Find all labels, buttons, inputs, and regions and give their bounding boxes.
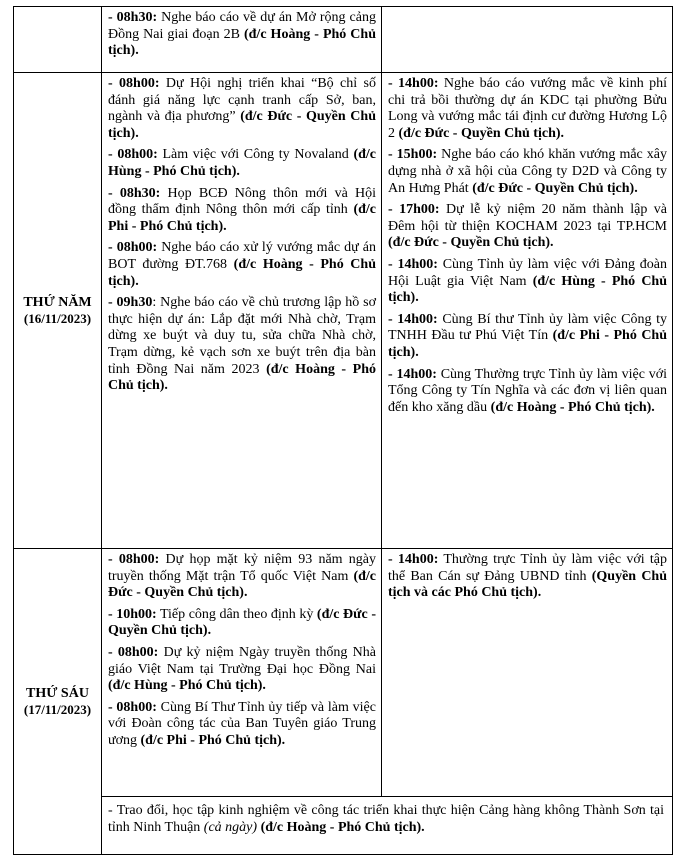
schedule-entry (388, 257, 667, 307)
day-date: (16/11/2023) (23, 311, 92, 326)
entry-text: Nghe báo cáo xử lý vướng mắc dự án BOT đường ĐT.768 (108, 240, 376, 272)
entry-assignee: (đ/c Đức - Quyền Chủ tịch). (108, 109, 376, 141)
entry-time: - 14h00: (388, 552, 439, 567)
entry-time: - 08h00: (108, 240, 158, 256)
day-name: THỨ NĂM (23, 295, 92, 310)
entry-time: - 08h00: (108, 76, 160, 91)
schedule-entry (388, 552, 667, 602)
afternoon-cell (382, 73, 673, 549)
schedule-entry (388, 312, 667, 362)
entry-time: - 14h00: (388, 366, 437, 382)
entry-text: Làm việc với Công ty Novaland (157, 147, 354, 163)
entry-assignee: (đ/c Hoàng - Phó Chủ tịch). (108, 256, 376, 289)
entry-text: Cùng Bí thư Tỉnh ủy làm việc Công ty TNHH Đầu tư Phú Việt Tín (388, 311, 667, 344)
entry-time: - 08h00: (108, 644, 159, 660)
schedule-entry (108, 147, 376, 180)
entry-time: - 08h30: (108, 185, 161, 201)
entry-assignee: (đ/c Hoàng - Phó Chủ tịch). (108, 361, 376, 394)
schedule-entry (108, 240, 376, 290)
day-cell-empty (14, 7, 102, 73)
entry-time: - 17h00: (388, 202, 440, 218)
entry-time: - 08h30: (108, 10, 158, 25)
schedule-entry (108, 803, 664, 836)
entry-assignee: (đ/c Hùng - Phó Chủ tịch). (108, 147, 376, 179)
entry-text: - Trao đổi, học tập kinh nghiệm về công tác triển khai thực hiện Cảng hàng không Thành Sơn tại tỉnh Ninh Thuận (108, 803, 664, 835)
day-cell-friday (14, 549, 102, 855)
entry-time: - 08h00: (108, 552, 160, 567)
entry-assignee: (đ/c Phi - Phó Chủ tịch). (108, 202, 376, 234)
schedule-row-friday (14, 549, 673, 797)
entry-assignee: (đ/c Hùng - Phó Chủ tịch). (108, 678, 266, 694)
entry-text: Nghe báo cáo khó khăn vướng mắc xây dựng nhà ở xã hội của Công ty D2D và Công ty An Hưng Phát (388, 147, 667, 196)
entry-assignee: (đ/c Hoàng - Phó Chủ tịch). (108, 26, 376, 59)
entry-time: - 14h00: (388, 311, 438, 327)
schedule-row-previous (14, 7, 673, 73)
entry-assignee: (đ/c Đức - Quyền Chủ tịch). (398, 125, 565, 141)
morning-cell (102, 73, 382, 549)
entry-text: Dự lễ kỷ niệm 20 năm thành lập và Đêm hội từ thiện KOCHAM 2023 tại TP.HCM (388, 202, 667, 234)
schedule-entry (108, 10, 376, 60)
schedule-entry (388, 147, 667, 197)
schedule-entry (108, 645, 376, 695)
afternoon-cell (382, 549, 673, 797)
entry-assignee: (đ/c Hùng - Phó Chủ tịch). (388, 273, 667, 306)
entry-assignee: (đ/c Phi - Phó Chủ tịch). (140, 732, 286, 748)
schedule-entry (108, 186, 376, 236)
entry-time: - 14h00: (388, 256, 438, 272)
schedule-entry (108, 700, 376, 750)
full-day-cell (102, 797, 673, 855)
entry-text: Dự họp mặt kỷ niệm 93 năm ngày truyền thống Mặt trận Tổ quốc Việt Nam (108, 552, 376, 584)
entry-text: Dự kỷ niệm Ngày truyền thống Nhà giáo Việt Nam tại Trường Đại học Đồng Nai (108, 644, 376, 677)
day-date: (17/11/2023) (23, 702, 92, 717)
schedule-entry (388, 76, 667, 142)
day-cell-thursday (14, 73, 102, 549)
entry-text: Tiếp công dân theo định kỳ (156, 606, 317, 622)
entry-time: - 09h30 (108, 295, 153, 311)
schedule-entry (108, 607, 376, 640)
entry-text: Cùng Tỉnh ủy làm việc với Đảng đoàn Hội Luật gia Việt Nam (388, 256, 667, 289)
entry-text: Họp BCĐ Nông thôn mới và Hội đồng thẩm định Nông thôn mới cấp tỉnh (108, 185, 376, 218)
morning-cell (102, 7, 382, 73)
entry-text: Thường trực Tỉnh ủy làm việc với tập thể Ban Cán sự Đảng UBND tỉnh (388, 552, 667, 584)
schedule-entry (108, 76, 376, 142)
entry-assignee: (đ/c Hoàng - Phó Chủ tịch). (260, 819, 425, 835)
entry-assignee: (đ/c Hoàng - Phó Chủ tịch). (490, 399, 655, 415)
entry-time: - 08h00: (108, 699, 157, 715)
entry-assignee: (đ/c Đức - Quyền Chủ tịch). (108, 568, 376, 601)
entry-assignee: (đ/c Đức - Quyền Chủ tịch). (108, 606, 376, 639)
entry-time: - 14h00: (388, 76, 439, 91)
entry-text: Dự Hội nghị triển khai “Bộ chỉ số đánh giá năng lực cạnh tranh cấp Sở, ban, ngành và địa phương” (108, 76, 376, 125)
schedule-entry (108, 552, 376, 602)
day-name: THỨ SÁU (26, 686, 89, 701)
weekly-schedule-table (13, 6, 673, 855)
schedule-row-thursday (14, 73, 673, 549)
entry-text: Cùng Thường trực Tỉnh ủy làm việc với Tổng Công ty Tín Nghĩa và các đơn vị liên quan đến kho xăng dầu (388, 366, 667, 415)
entry-time: - 08h00: (108, 147, 158, 163)
schedule-entry (108, 295, 376, 395)
schedule-entry (388, 367, 667, 417)
entry-text: Cùng Bí Thư Tỉnh ủy tiếp và làm việc với Đoàn công tác của Ban Tuyên giáo Trung ương (108, 699, 376, 748)
entry-time: - 10h00: (108, 606, 157, 622)
entry-text: Nghe báo cáo về dự án Mở rộng cảng Đồng Nai giai đoạn 2B (108, 10, 376, 42)
schedule-entry (388, 202, 667, 252)
schedule-row-friday-fullday (14, 797, 673, 855)
entry-time: - 15h00: (388, 147, 438, 163)
afternoon-cell-empty (382, 7, 673, 73)
entry-note: (cả ngày) (203, 819, 258, 835)
morning-cell (102, 549, 382, 797)
entry-assignee: (Quyền Chủ tịch và các Phó Chủ tịch). (388, 568, 667, 601)
entry-text: : Nghe báo cáo về chủ trương lập hồ sơ thực hiện dự án: Lắp đặt mới Nhà chờ, Trạm dừng xe buýt và duy tu, sửa chữa Nhà chờ, Trạm dừng, kẻ vạch sơn xe buýt trên địa bàn tỉnh Đồng Nai năm 2023 (108, 295, 376, 377)
entry-assignee: (đ/c Đức - Quyền Chủ tịch). (472, 180, 638, 196)
entry-assignee: (đ/c Phi - Phó Chủ tịch). (388, 328, 667, 360)
entry-assignee: (đ/c Đức - Quyền Chủ tịch). (388, 235, 554, 251)
entry-text: Nghe báo cáo vướng mắc về kinh phí chi trả bồi thường dự án KDC tại phường Bửu Long và vướng mắc tái định cư đường Hương Lộ 2 (388, 76, 667, 141)
